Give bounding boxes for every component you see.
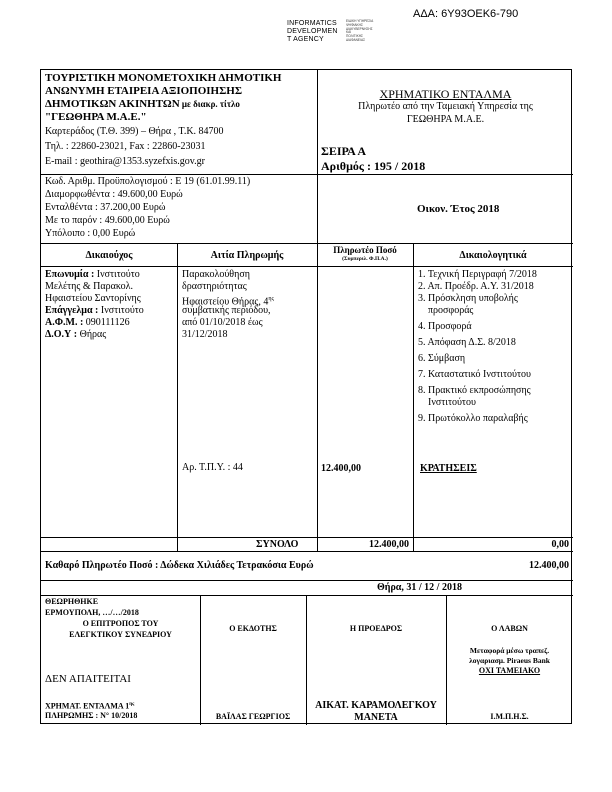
divider (317, 243, 318, 551)
order-number: Αριθμός : 195 / 2018 (321, 159, 426, 173)
net-payable-value: 12.400,00 (529, 560, 569, 571)
logo-small-text (346, 20, 373, 43)
beneficiary-profession: Επάγγελμα : Ινστιτούτο (45, 305, 144, 316)
series-label: ΣΕΙΡΑ Α (321, 144, 367, 158)
title-subtitle: Πληρωτέο από την Ταμειακή Υπηρεσία της (358, 101, 533, 112)
col-header-amount: Πληρωτέο Ποσό (333, 245, 397, 255)
budget-current: Με το παρόν : 49.600,00 Ευρώ (45, 215, 170, 226)
total-label: ΣΥΝΟΛΟ (256, 539, 299, 550)
beneficiary-name-line: Ηφαιστείου Σαντορίνης (45, 293, 141, 304)
col-header-cause: Αιτία Πληρωμής (210, 250, 284, 261)
divider (41, 595, 573, 596)
payment-order-line: ΠΛΗΡΩΜΗΣ : Ν° 10/2018 (45, 711, 138, 720)
divider (41, 243, 573, 244)
logo-small-line: ΨΗΦΙΑΚΗΣ (346, 22, 363, 27)
audit-line: ΘΕΩΡΗΘΗΚΕ (45, 597, 99, 606)
logo-small-line: ΠΟΛΙΤΙΚΗΣ (346, 34, 363, 39)
divider (41, 580, 573, 581)
divider (41, 266, 573, 267)
beneficiary-doy: Δ.Ο.Υ : Θήρας (45, 329, 107, 340)
org-name-line: ΑΝΩΝΥΜΗ ΕΤΑΙΡΕΙΑ ΑΞΙΟΠΟΙΗΣΗΣ (45, 85, 243, 97)
issuer-label: Ο ΕΚΔΟΤΗΣ (229, 624, 277, 633)
fiscal-year: Οικον. Έτος 2018 (417, 203, 500, 215)
col-header-documents: Δικαιολογητικά (459, 250, 527, 261)
document-item: 4. Προσφορά (418, 321, 472, 332)
col-header-amount-sub: (Συμπεριλ. Φ.Π.Α.) (342, 256, 388, 262)
document-title: ΧΡΗΜΑΤΙΚΟ ΕΝΤΑΛΜΑ (379, 87, 512, 101)
cause-line: δραστηριότητας (182, 281, 247, 292)
logo-small-line: ΕΙΔΙΚΗ ΥΠΗΡΕΣΙΑ (346, 19, 374, 23)
document-item: 1. Τεχνική Περιγραφή 7/2018 (418, 269, 537, 280)
diavgeia-logo (287, 20, 338, 44)
document-item: 3. Πρόσκληση υποβολής (418, 293, 518, 304)
logo-line: INFORMATICS (287, 20, 337, 27)
document-item: προσφοράς (418, 305, 474, 316)
document-item: Ινστιτούτου (418, 397, 476, 408)
col-header-beneficiary: Δικαιούχος (85, 250, 133, 261)
org-phone: Τηλ. : 22860-23021, Fax : 22860-23031 (45, 141, 206, 152)
divider (41, 174, 573, 175)
cause-line: 31/12/2018 (182, 329, 228, 340)
document-item: 2. Απ. Προέδρ. Α.Υ. 31/2018 (418, 281, 534, 292)
issue-date: Θήρα, 31 / 12 / 2018 (377, 582, 462, 593)
audit-line: Ο ΕΠΙΤΡΟΠΟΣ ΤΟΥ (82, 619, 159, 628)
total-sum: 12.400,00 (369, 539, 409, 550)
tpy-number: Αρ. Τ.Π.Υ. : 44 (182, 462, 243, 473)
amount-value: 12.400,00 (321, 463, 361, 474)
net-payable-label: Καθαρό Πληρωτέο Ποσό : Δώδεκα Χιλιάδες Τετρακόσια Ευρώ (45, 560, 314, 571)
ada-code: ΑΔΑ: 6Υ93ΟΕΚ6-790 (413, 8, 519, 20)
cause-line: από 01/10/2018 έως (182, 317, 263, 328)
org-address: Καρτεράδος (Τ.Θ. 399) – Θήρα , Τ.Κ. 84700 (45, 126, 224, 137)
president-name: ΜΑΝΕΤΑ (354, 712, 398, 723)
document-item: 7. Καταστατικό Ινστιτούτου (418, 369, 531, 380)
receiver-name: Ι.Μ.Π.Η.Σ. (490, 712, 529, 721)
logo-small-line: ΚΑΙ (346, 30, 352, 35)
receiver-note: λογαριασμ. Piraeus Bank (469, 656, 550, 665)
receiver-label: Ο ΛΑΒΩΝ (491, 624, 528, 633)
president-name: ΑΙΚΑΤ. ΚΑΡΑΜΟΛΕΓΚΟΥ (315, 700, 437, 711)
receiver-note: ΟΧΙ ΤΑΜΕΙΑΚΟ (478, 666, 541, 675)
deductions-label: ΚΡΑΤΗΣΕΙΣ (420, 463, 477, 474)
divider (41, 537, 573, 538)
audit-line: ΕΛΕΓΚΤΙΚΟΥ ΣΥΝΕΔΡΙΟΥ (69, 630, 172, 639)
beneficiary-name-line: Μελέτης & Παρακολ. (45, 281, 133, 292)
divider (413, 243, 414, 551)
document-item: 8. Πρακτικό εκπροσώπησης (418, 385, 531, 396)
budget-remaining: Υπόλοιπο : 0,00 Ευρώ (45, 228, 136, 239)
title-subtitle: ΓΕΩΘΗΡΑ Μ.Α.Ε. (406, 114, 485, 125)
logo-small-line: ΔΙΑΦΑΝΕΙΑΣ (346, 37, 366, 42)
total-deductions: 0,00 (551, 539, 569, 550)
org-email: E-mail : geothira@1353.syzefxis.gov.gr (45, 156, 205, 167)
logo-line: DEVELOPMEN (287, 28, 338, 35)
cause-line: συμβατικής περιόδου, (182, 305, 271, 316)
payment-order-line: ΧΡΗΜΑΤ. ΕΝΤΑΛΜΑ $1^{\eta\varsigma}$ (45, 701, 135, 711)
cause-line: Ηφαιστείου Θήρας, $4^{\eta\varsigma}$ (182, 296, 274, 308)
divider (41, 551, 573, 552)
logo-line: T AGENCY (287, 36, 324, 43)
divider (177, 243, 178, 551)
divider (200, 595, 201, 725)
budget-ordered: Ενταλθέντα : 37.200,00 Ευρώ (45, 202, 166, 213)
audit-line: ΕΡΜΟΥΠΟΛΗ, …/…/2018 (45, 608, 139, 617)
document-item: 5. Απόφαση Δ.Σ. 8/2018 (418, 337, 516, 348)
org-brand: "ΓΕΩΘΗΡΑ Μ.Α.Ε." (45, 111, 147, 123)
document-item: 6. Σύμβαση (418, 353, 466, 364)
receiver-note: Μεταφορά μέσω τραπεζ. (469, 646, 550, 655)
cause-line: Παρακολούθηση (182, 269, 250, 280)
president-label: Η ΠΡΟΕΔΡΟΣ (349, 624, 403, 633)
logo-small-line: ΔΙΑΚΥΒΕΡΝΗΣΗΣ (346, 26, 373, 31)
payment-order-document (40, 69, 572, 724)
org-name-line: ΤΟΥΡΙΣΤΙΚΗ ΜΟΝΟΜΕΤΟΧΙΚΗ ΔΗΜΟΤΙΚΗ (45, 72, 282, 84)
not-required-label: ΔΕΝ ΑΠΑΙΤΕΙΤΑΙ (45, 673, 131, 685)
beneficiary-name: Επωνυμία : Ινστιτούτο (45, 269, 140, 280)
budget-code: Κωδ. Αριθμ. Προϋπολογισμού : Ε 19 (61.01.99.11) (45, 176, 251, 187)
budget-available: Διαμορφωθέντα : 49.600,00 Ευρώ (45, 189, 183, 200)
beneficiary-afm: Α.Φ.Μ. : 090111126 (45, 317, 130, 328)
issuer-name: ΒΑΪΛΑΣ ΓΕΩΡΓΙΟΣ (215, 712, 291, 721)
document-item: 9. Πρωτόκολλο παραλαβής (418, 413, 528, 424)
org-name-line: ΔΗΜΟΤΙΚΩΝ ΑΚΙΝΗΤΩΝ με διακρ. τίτλο (45, 98, 240, 110)
